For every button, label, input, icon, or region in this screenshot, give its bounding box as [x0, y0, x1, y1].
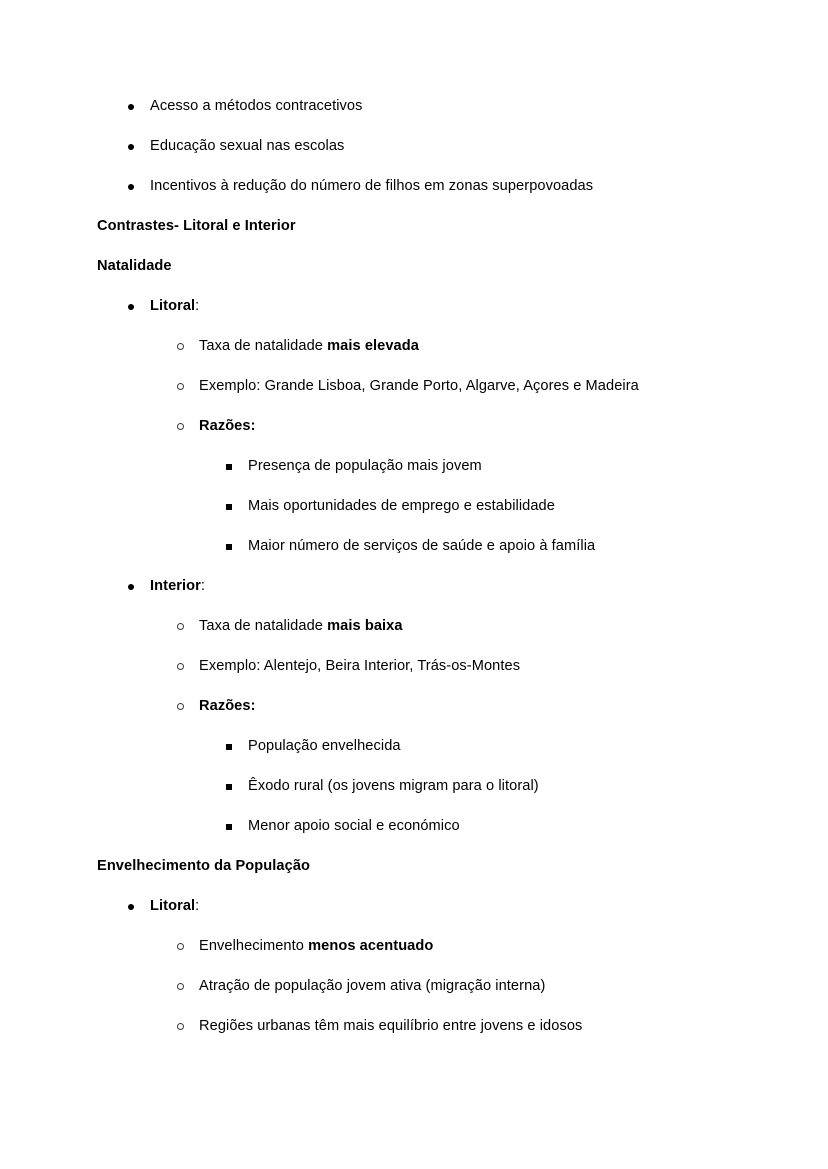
plain-text: :: [195, 898, 200, 914]
heading-text: Contrastes- Litoral e Interior: [97, 218, 296, 234]
list-item: [97, 486, 737, 526]
plain-text: Taxa de natalidade: [199, 618, 328, 634]
list-item: [97, 326, 737, 366]
list-item: [97, 1006, 737, 1046]
list-item-text: [199, 618, 403, 634]
list-item: [97, 806, 737, 846]
emphasis-text: mais baixa: [327, 618, 403, 634]
list-item: [97, 366, 737, 406]
list-item: [97, 126, 737, 166]
list-item: [97, 886, 737, 926]
list-item: [97, 766, 737, 806]
list-item: [97, 286, 737, 326]
list-item: [97, 966, 737, 1006]
list-item-text: [150, 898, 199, 914]
plain-text: Taxa de natalidade: [199, 338, 328, 354]
plain-text: :: [200, 578, 206, 594]
list-item-text: [199, 338, 419, 354]
list-item-text: [199, 698, 256, 714]
list-item-text: Presença de população mais jovem: [248, 458, 482, 474]
list-item: [97, 166, 737, 206]
list-item: [97, 526, 737, 566]
list-item-text: População envelhecida: [248, 738, 401, 754]
list-item-text: [150, 298, 199, 314]
list-item: [97, 406, 737, 446]
emphasis-text: Razões:: [199, 418, 256, 434]
list-item-text: [199, 418, 256, 434]
section-heading: [97, 246, 737, 286]
list-item: [97, 646, 737, 686]
list-item: [97, 86, 737, 126]
section-heading: [97, 206, 737, 246]
plain-text: Envelhecimento: [199, 938, 309, 954]
list-item: [97, 606, 737, 646]
list-item: [97, 686, 737, 726]
list-item: [97, 446, 737, 486]
list-item-text: [199, 938, 433, 954]
list-item-text: Menor apoio social e económico: [248, 818, 460, 834]
heading-text: Envelhecimento da População: [97, 858, 311, 874]
document-body: [97, 86, 737, 1046]
emphasis-text: Litoral: [150, 898, 196, 914]
list-item-text: Êxodo rural (os jovens migram para o litoral): [248, 778, 539, 794]
list-item-text: Exemplo: Alentejo, Beira Interior, Trás-os-Montes: [199, 658, 521, 674]
emphasis-text: menos acentuado: [308, 938, 434, 954]
section-heading: [97, 846, 737, 886]
list-item-text: Regiões urbanas têm mais equilíbrio entre jovens e idosos: [199, 1018, 583, 1034]
list-item-text: [150, 578, 205, 594]
heading-text: Natalidade: [97, 258, 172, 274]
list-item-text: Acesso a métodos contracetivos: [150, 98, 363, 114]
list-item-text: Atração de população jovem ativa (migração interna): [199, 978, 546, 994]
list-item: [97, 566, 737, 606]
emphasis-text: Interior: [150, 578, 201, 594]
list-item: [97, 726, 737, 766]
emphasis-text: Razões:: [199, 698, 256, 714]
plain-text: :: [195, 298, 200, 314]
list-item-text: Mais oportunidades de emprego e estabilidade: [248, 498, 555, 514]
list-item-text: Exemplo: Grande Lisboa, Grande Porto, Algarve, Açores e Madeira: [199, 378, 639, 394]
list-item: [97, 926, 737, 966]
list-item-text: Maior número de serviços de saúde e apoio à família: [248, 538, 596, 554]
list-item-text: Incentivos à redução do número de filhos em zonas superpovoadas: [150, 178, 594, 194]
emphasis-text: mais elevada: [327, 338, 419, 354]
list-item-text: Educação sexual nas escolas: [150, 138, 345, 154]
emphasis-text: Litoral: [150, 298, 196, 314]
